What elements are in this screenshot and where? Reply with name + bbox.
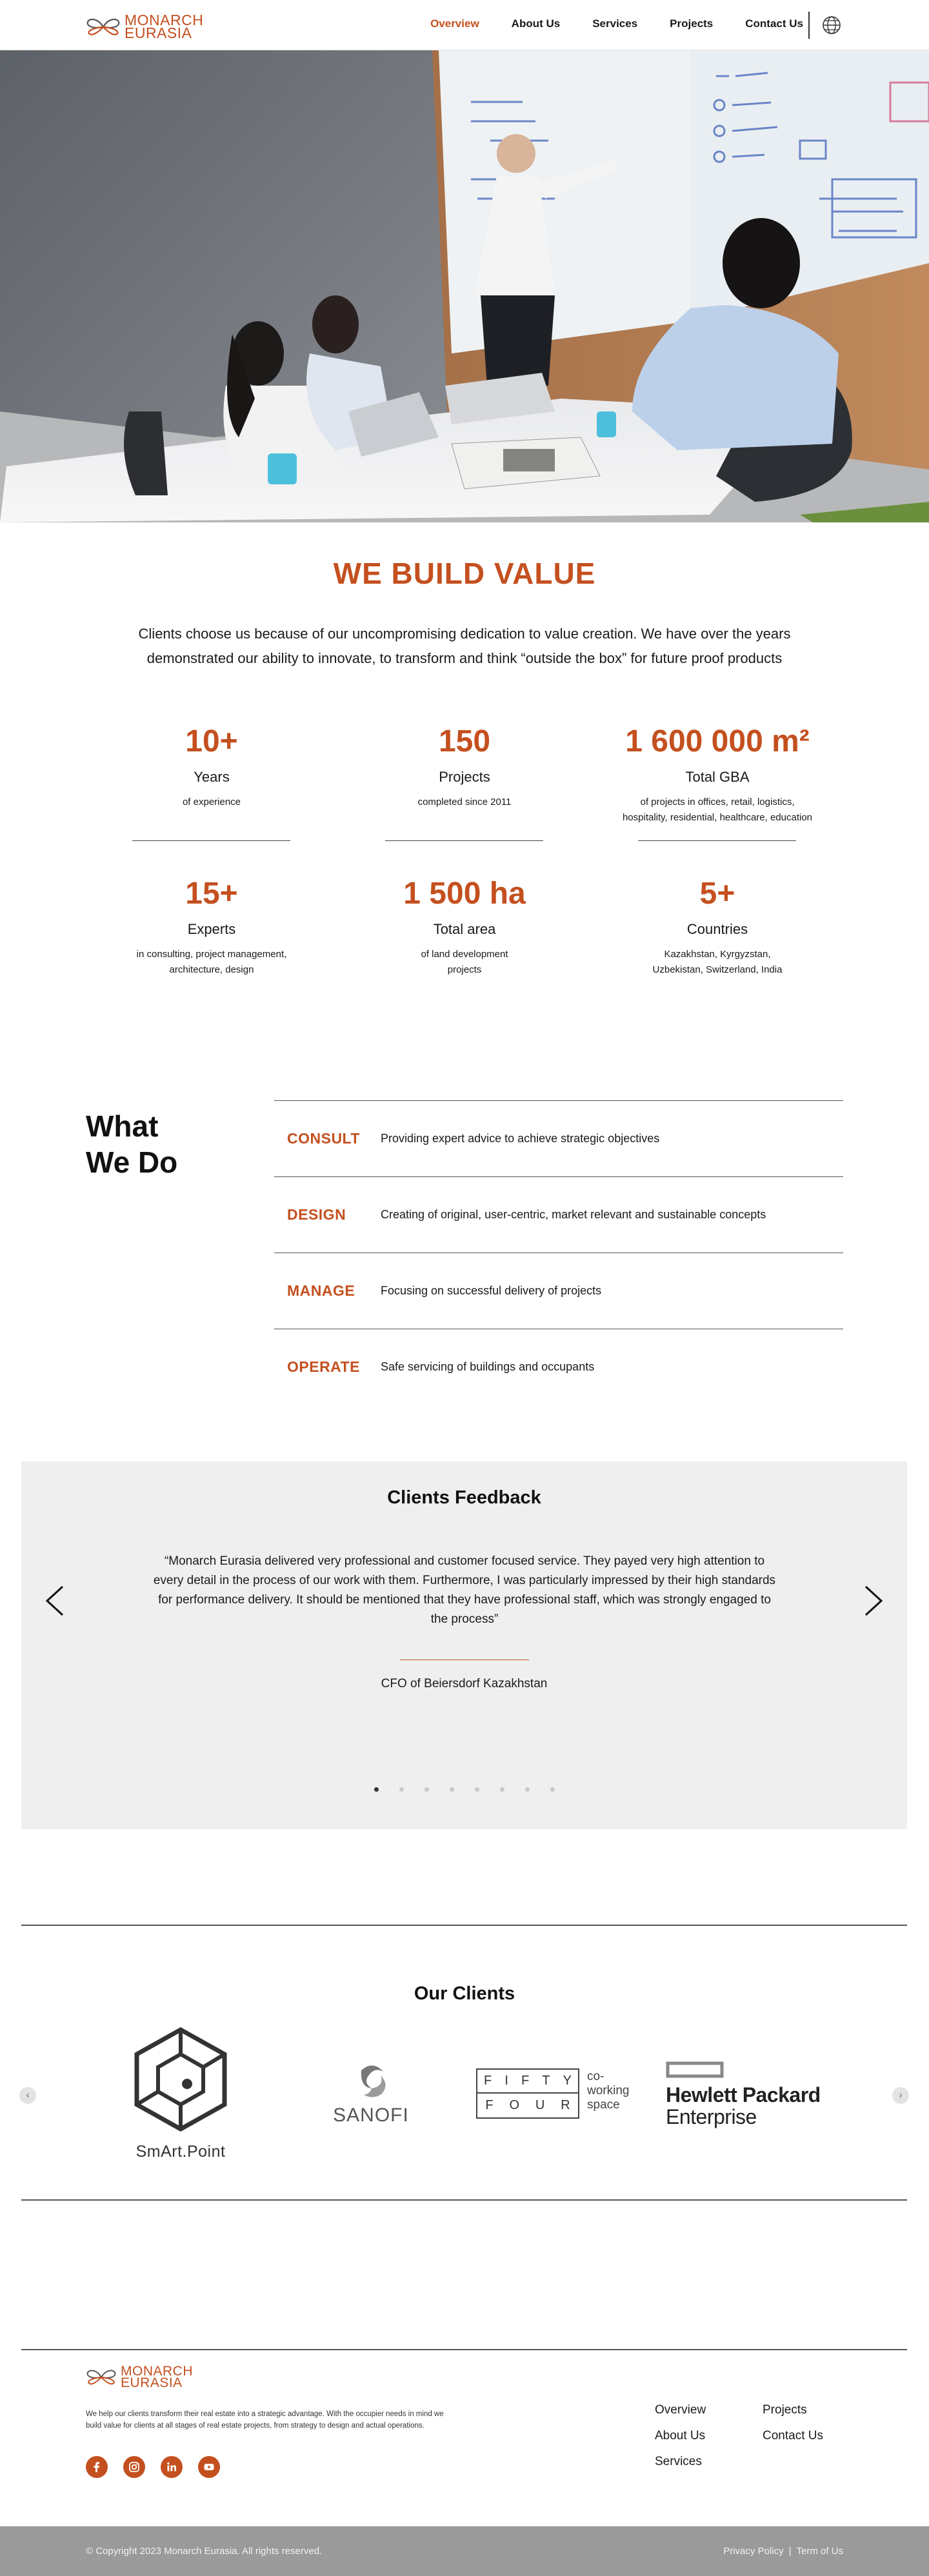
intro-text: Clients choose us because of our uncompromising dedication to value creation. We have over the years demonstrated our ability to innovate, to transform and think “outside the box” for future proof products — [138, 626, 791, 666]
service-key: OPERATE — [287, 1358, 360, 1375]
stat-projects — [355, 726, 574, 810]
legal-separator: | — [788, 2546, 792, 2557]
sanofi-name: SANOFI — [333, 2105, 409, 2126]
four-letter: R — [561, 2098, 570, 2112]
stat-divider — [638, 840, 796, 841]
feedback-author: CFO of Beiersdorf Kazakhstan — [381, 1677, 548, 1690]
stat-value: 15+ — [185, 877, 238, 911]
sanofi-swirl-icon — [348, 2063, 394, 2100]
stat-value: 1 500 ha — [403, 877, 526, 911]
youtube-icon — [203, 2461, 215, 2473]
carousel-dot[interactable] — [525, 1787, 530, 1792]
client-logo-sanofi — [326, 2063, 416, 2134]
clients-feedback-section — [21, 1461, 907, 1829]
stat-desc: of land development projects — [421, 949, 508, 975]
carousel-dot[interactable] — [500, 1787, 504, 1792]
office-meeting-illustration — [0, 50, 929, 522]
copyright-text: © Copyright 2023 Monarch Eurasia. All rights reserved. — [86, 2546, 323, 2557]
fifty-letter: Y — [563, 2074, 572, 2088]
facebook-link[interactable] — [86, 2456, 108, 2478]
what-we-do-title — [86, 1108, 177, 1180]
client-logo-fifty-four — [476, 2068, 644, 2120]
service-text: Providing expert advice to achieve strategic objectives — [381, 1132, 660, 1145]
clients-next-button[interactable] — [892, 2087, 909, 2104]
instagram-icon — [128, 2461, 141, 2473]
smart-point-hexagon-icon — [123, 2022, 239, 2138]
nav-overview[interactable]: Overview — [430, 17, 479, 30]
feedback-title: Clients Feedback — [387, 1487, 541, 1508]
clients-prev-button[interactable] — [19, 2087, 36, 2104]
service-text: Focusing on successful delivery of projects — [381, 1284, 602, 1297]
brand-line1: MONARCH — [125, 12, 204, 28]
stat-value: 1 600 000 m² — [625, 724, 810, 758]
brand-line2: EURASIA — [125, 24, 192, 41]
service-row-consult — [274, 1100, 843, 1176]
stat-years — [102, 726, 321, 810]
stat-value: 150 — [438, 724, 491, 758]
service-row-design — [274, 1176, 843, 1253]
stat-label: Total GBA — [685, 769, 750, 785]
service-row-operate — [274, 1329, 843, 1405]
chevron-right-icon[interactable] — [862, 1584, 885, 1618]
footer-bottom-bar — [0, 2526, 929, 2576]
carousel-dot[interactable] — [475, 1787, 479, 1792]
stat-countries — [608, 878, 827, 978]
feedback-quote: “Monarch Eurasia delivered very professional and customer focused service. They payed very high attention to every detail in the process of our work with them. Furthermore, I was particularly impressed by their high standards for performance delivery. It should be mentioned that they have professional staff, which was strongly engaged to the process” — [153, 1554, 776, 1626]
nav-contact-us[interactable]: Contact Us — [745, 17, 803, 30]
nav-services[interactable]: Services — [592, 17, 638, 30]
carousel-dot[interactable] — [550, 1787, 555, 1792]
our-clients-title: Our Clients — [414, 1983, 515, 2004]
what-we-do-line2: We Do — [86, 1145, 178, 1179]
footer-link-services[interactable]: Services — [655, 2455, 702, 2468]
client-logo-smart-point — [123, 2022, 239, 2159]
hero-image — [0, 50, 929, 522]
carousel-dot[interactable] — [450, 1787, 454, 1792]
carousel-dots — [21, 1787, 907, 1792]
site-header — [0, 0, 929, 50]
linkedin-icon — [165, 2461, 178, 2473]
clients-divider-bottom — [21, 2199, 907, 2201]
footer-brand-line2: EURASIA — [121, 2375, 183, 2390]
service-key: MANAGE — [287, 1282, 355, 1299]
terms-link[interactable]: Term of Us — [796, 2546, 843, 2557]
footer-link-contact-us[interactable]: Contact Us — [763, 2429, 823, 2442]
service-key: DESIGN — [287, 1206, 346, 1223]
carousel-dot[interactable] — [374, 1787, 379, 1792]
stat-value: 10+ — [185, 724, 238, 758]
cowork-line3: space — [587, 2098, 620, 2112]
chevron-right-icon: › — [899, 2090, 903, 2101]
instagram-link[interactable] — [123, 2456, 145, 2478]
service-text: Safe servicing of buildings and occupants — [381, 1360, 595, 1373]
facebook-icon — [90, 2461, 103, 2473]
footer-links — [655, 2403, 853, 2469]
monarch-butterfly-icon — [86, 16, 121, 38]
stat-total-area — [355, 878, 574, 978]
smart-point-name: SmArt.Point — [135, 2143, 226, 2161]
footer-brand-logo[interactable] — [86, 2366, 193, 2389]
hpe-name-line1: Hewlett Packard — [666, 2083, 821, 2106]
client-logo-hewlett-packard-enterprise — [666, 2061, 840, 2132]
service-key: CONSULT — [287, 1130, 360, 1147]
youtube-link[interactable] — [198, 2456, 220, 2478]
monarch-butterfly-icon — [86, 2368, 117, 2387]
stat-label: Experts — [187, 921, 236, 937]
legal-links — [723, 2546, 843, 2557]
cowork-line2: working — [587, 2084, 630, 2097]
stat-value: 5+ — [699, 877, 735, 911]
stat-desc: completed since 2011 — [417, 797, 512, 807]
stat-label: Years — [194, 769, 230, 785]
footer-link-overview[interactable]: Overview — [655, 2403, 706, 2417]
we-build-value-title: WE BUILD VALUE — [333, 557, 596, 590]
stat-total-gba — [608, 726, 827, 826]
cowork-line1: co- — [587, 2070, 604, 2083]
brand-logo[interactable] — [86, 14, 203, 39]
main-nav — [430, 17, 803, 30]
globe-icon[interactable] — [822, 15, 841, 35]
stat-desc: Kazakhstan, Kyrgyzstan, Uzbekistan, Switzerland, India — [652, 949, 783, 975]
footer-brand-line1: MONARCH — [121, 2364, 193, 2379]
footer-link-about-us[interactable]: About Us — [655, 2429, 706, 2442]
stat-label: Projects — [439, 769, 490, 785]
stat-label: Countries — [686, 921, 748, 937]
hpe-rectangle-icon — [666, 2061, 724, 2078]
stat-desc: of experience — [182, 797, 241, 807]
hpe-name-line2: Enterprise — [666, 2105, 757, 2128]
fifty-letter: I — [504, 2074, 508, 2088]
stat-divider — [385, 840, 543, 841]
four-letter: F — [485, 2098, 494, 2112]
footer-divider — [21, 2349, 907, 2350]
four-letter: U — [535, 2098, 545, 2112]
clients-divider-top — [21, 1925, 907, 1926]
stat-experts — [102, 878, 321, 978]
nav-divider — [808, 12, 810, 39]
footer-description: We help our clients transform their real estate into a strategic advantage. With the occupier needs in mind we build value for clients at all stages of real estate projects, from strategy to design and actual operations. — [86, 2410, 444, 2430]
carousel-dot[interactable] — [399, 1787, 404, 1792]
fifty-letter: T — [542, 2074, 550, 2088]
stat-desc: in consulting, project management, architecture, design — [136, 949, 287, 975]
stat-divider — [132, 840, 290, 841]
what-we-do-line1: What — [86, 1109, 159, 1143]
services-list — [274, 1100, 843, 1405]
stat-desc: of projects in offices, retail, logistics, hospitality, residential, healthcare, education — [622, 797, 813, 823]
footer-link-projects[interactable]: Projects — [763, 2403, 807, 2417]
chevron-left-icon: ‹ — [26, 2090, 30, 2101]
chevron-left-icon[interactable] — [43, 1584, 66, 1618]
fifty-letter: F — [484, 2074, 492, 2088]
service-row-manage — [274, 1253, 843, 1329]
fifty-letter: F — [521, 2074, 530, 2088]
carousel-dot[interactable] — [425, 1787, 429, 1792]
privacy-policy-link[interactable]: Privacy Policy — [723, 2546, 784, 2557]
service-text: Creating of original, user-centric, market relevant and sustainable concepts — [381, 1208, 766, 1221]
linkedin-link[interactable] — [161, 2456, 183, 2478]
nav-projects[interactable]: Projects — [670, 17, 714, 30]
four-letter: O — [509, 2098, 520, 2112]
stat-label: Total area — [433, 921, 496, 937]
nav-about-us[interactable]: About Us — [511, 17, 561, 30]
